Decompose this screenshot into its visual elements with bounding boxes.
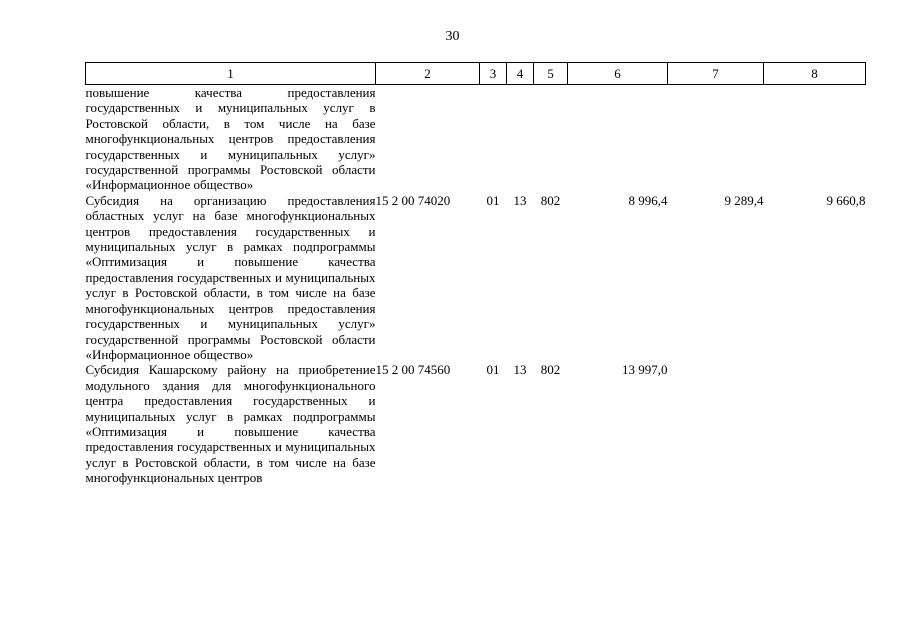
header-col-1: 1 <box>86 63 376 85</box>
row-value-8: 9 660,8 <box>826 192 866 208</box>
row-section <box>480 85 507 193</box>
row-target-code: 15 2 00 74560 <box>375 362 451 378</box>
row-value-7 <box>668 85 764 193</box>
row-subsection: 13 <box>513 362 527 378</box>
row-value-8 <box>764 362 866 485</box>
header-col-3: 3 <box>480 63 507 85</box>
row-description <box>86 85 376 193</box>
row-value-7: 9 289,4 <box>724 192 764 208</box>
header-col-4: 4 <box>507 63 534 85</box>
row-description-text: Субсидия на организацию предоставления областных услуг на базе многофункциональных центров предоставления государственных и муниципальных услуг в рамках подпрограммы «Оптимизация и повышение качества предоставления государственных и муниципальных услуг в Ростовской области, в том числе на базе многофункциональных центров предоставления государственных и муниципальных услуг» государственной программы Ростовской области «Информационное общество» <box>85 192 376 362</box>
row-section: 01 <box>486 362 500 378</box>
row-description <box>86 193 376 362</box>
row-subsection: 13 <box>513 192 527 208</box>
row-section: 01 <box>486 192 500 208</box>
budget-table <box>85 62 866 486</box>
row-expense-type: 802 <box>540 362 561 378</box>
row-value-7 <box>668 362 764 485</box>
table-header-row <box>86 63 866 85</box>
row-target-code: 15 2 00 74020 <box>375 192 451 208</box>
row-value-6: 8 996,4 <box>628 192 668 208</box>
row-value-8 <box>764 85 866 193</box>
row-value-6 <box>568 85 668 193</box>
row-expense-type <box>534 85 568 193</box>
header-col-6: 6 <box>568 63 668 85</box>
table-row <box>86 193 866 362</box>
row-description <box>86 362 376 485</box>
row-description-text: повышение качества предоставления государственных и муниципальных услуг в Ростовской области, в том числе на базе многофункциональных центров предоставления государственных и муниципальных услуг» государственной программы Ростовской области «Информационное общество» <box>85 85 376 193</box>
header-col-5: 5 <box>534 63 568 85</box>
header-col-8: 8 <box>764 63 866 85</box>
row-target-code <box>376 85 480 193</box>
page-number: 30 <box>445 29 460 44</box>
header-col-2: 2 <box>376 63 480 85</box>
row-description-text: Субсидия Кашарскому району на приобретение модульного здания для многофункционального центра предоставления государственных и муниципальных услуг в рамках подпрограммы «Оптимизация и повышение качества предоставления государственных и муниципальных услуг в Ростовской области, в том числе на базе многофункциональных центров <box>85 362 376 486</box>
table-row <box>86 85 866 193</box>
row-expense-type: 802 <box>540 192 561 208</box>
row-subsection <box>507 85 534 193</box>
header-col-7: 7 <box>668 63 764 85</box>
row-value-6: 13 997,0 <box>622 362 668 378</box>
table-row <box>86 362 866 485</box>
